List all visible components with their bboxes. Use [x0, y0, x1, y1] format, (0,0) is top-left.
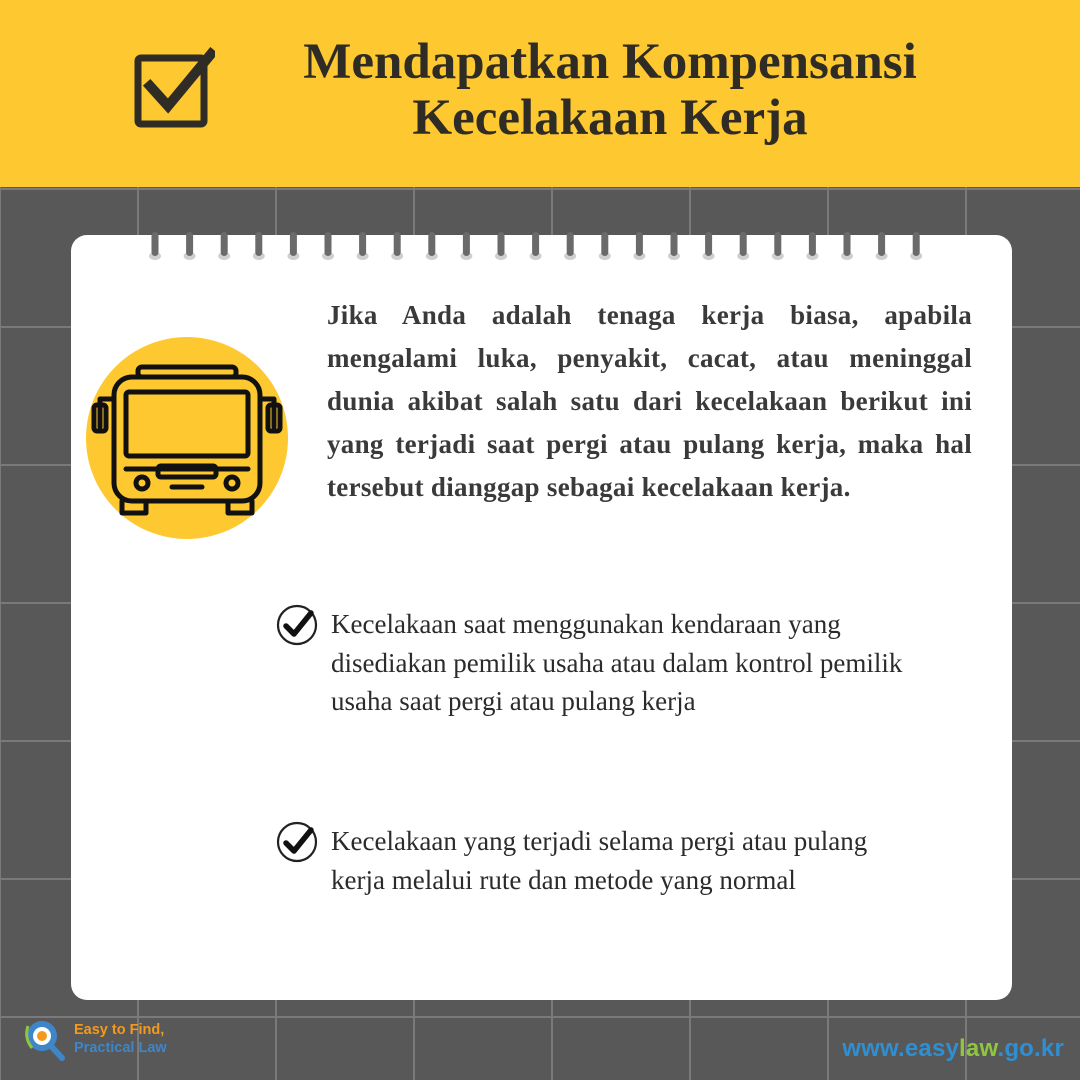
- binding-ring: [703, 232, 715, 260]
- binding-ring: [841, 232, 853, 260]
- binding-ring: [322, 232, 334, 260]
- notepad-binding-rings: [148, 230, 948, 264]
- url-domain: .go.kr: [997, 1035, 1064, 1062]
- binding-ring: [564, 232, 576, 260]
- binding-ring: [460, 232, 472, 260]
- url-www: www.: [842, 1035, 905, 1062]
- bus-icon: [86, 337, 288, 539]
- binding-ring: [737, 232, 749, 260]
- binding-ring: [599, 232, 611, 260]
- header-banner: [0, 0, 1080, 187]
- binding-ring: [253, 232, 265, 260]
- binding-ring: [218, 232, 230, 260]
- page-title: [230, 34, 990, 146]
- logo-tagline-line-2: Practical Law: [74, 1040, 167, 1056]
- url-easy: easy: [904, 1035, 960, 1062]
- page-title-line-2: Kecelakaan Kerja: [412, 90, 808, 146]
- binding-ring: [910, 232, 922, 260]
- binding-ring: [530, 232, 542, 260]
- binding-ring: [149, 232, 161, 260]
- list-item-text: Kecelakaan saat menggunakan kendaraan yang disediakan pemilik usaha atau dalam kontrol pemilik usaha saat pergi atau pulang kerja: [331, 609, 903, 716]
- binding-ring: [668, 232, 680, 260]
- binding-ring: [391, 232, 403, 260]
- checkbox-checked-icon: [133, 46, 215, 128]
- binding-ring: [426, 232, 438, 260]
- list-item-text: Kecelakaan yang terjadi selama pergi atau pulang kerja melalui rute dan metode yang normal: [331, 826, 868, 895]
- binding-ring: [357, 232, 369, 260]
- binding-ring: [495, 232, 507, 260]
- url-law: law: [959, 1035, 998, 1062]
- binding-ring: [287, 232, 299, 260]
- binding-ring: [806, 232, 818, 260]
- binding-ring: [633, 232, 645, 260]
- check-circle-icon: [275, 820, 321, 866]
- website-link[interactable]: [842, 1035, 1064, 1063]
- logo-tagline-line-1: Easy to Find,: [74, 1022, 165, 1038]
- check-circle-icon: [275, 603, 321, 649]
- easylaw-logo[interactable]: [22, 1016, 202, 1064]
- intro-paragraph: Jika Anda adalah tenaga kerja biasa, apabila mengalami luka, penyakit, cacat, atau meninggal dunia akibat salah satu dari kecelakaan berikut ini yang terjadi saat pergi atau pulang kerja, maka hal tersebut dianggap sebagai kecelakaan kerja.: [327, 300, 972, 502]
- magnifier-logo-icon: [22, 1016, 70, 1064]
- binding-ring: [876, 232, 888, 260]
- logo-tagline: [74, 1021, 214, 1057]
- page-title-line-1: Mendapatkan Kompensansi: [303, 34, 917, 90]
- binding-ring: [772, 232, 784, 260]
- binding-ring: [184, 232, 196, 260]
